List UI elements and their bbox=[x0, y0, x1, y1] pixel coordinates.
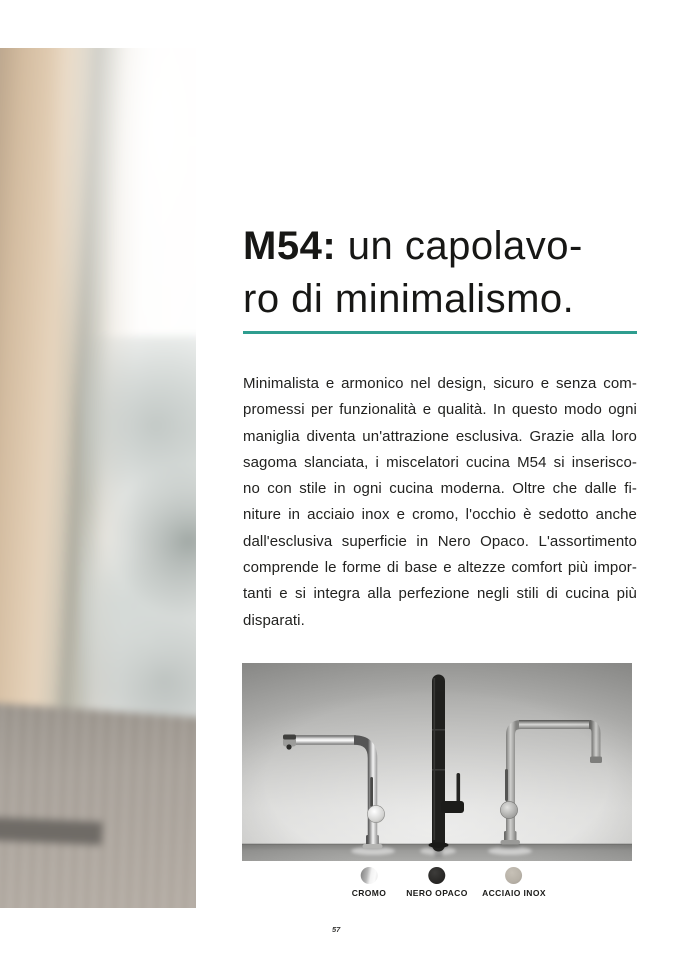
photo-countertop bbox=[0, 696, 196, 908]
swatch-acciaio-inox bbox=[482, 867, 546, 898]
body-text-line: tanti e si integra alla perfezione negli stili di cucina più bbox=[243, 585, 637, 603]
accent-rule bbox=[243, 331, 637, 334]
swatch-cromo-circle bbox=[361, 867, 378, 884]
page-title-line2: ro di minimalismo. bbox=[243, 277, 575, 321]
swatch-nero-opaco-label: NERO OPACO bbox=[406, 888, 468, 898]
body-text-line: Minimalista e armonico nel design, sicuro e senza com- bbox=[243, 375, 637, 392]
kitchen-ambience-photo bbox=[0, 48, 196, 908]
faucet-product-image bbox=[242, 663, 632, 861]
photo-countertop-texture bbox=[0, 696, 196, 908]
page-title-line1: M54: un capolavo- bbox=[243, 224, 583, 268]
swatch-nero-opaco bbox=[406, 867, 467, 898]
body-text-line: sagoma slanciata, i miscelatori cucina M54 si inserisco- bbox=[243, 453, 637, 471]
product-name: M54: bbox=[243, 224, 337, 268]
swatch-acciaio-inox-circle bbox=[506, 867, 523, 884]
page-title bbox=[243, 220, 643, 326]
photo-counter-edge-shadow bbox=[0, 817, 103, 845]
body-text bbox=[243, 371, 637, 634]
body-text-line: no con stile in ogni cucina moderna. Oltre che dalle fi- bbox=[243, 480, 637, 498]
photo-foliage bbox=[80, 336, 196, 744]
swatch-cromo bbox=[352, 867, 387, 898]
page-number: 57 bbox=[332, 925, 341, 934]
body-text-line: promessi per funzionalità e qualità. In questo modo ogni bbox=[243, 401, 637, 419]
swatch-acciaio-inox-label: ACCIAIO INOX bbox=[482, 888, 546, 898]
body-text-line: dall'esclusiva superficie in Nero Opaco. L'assortimento bbox=[243, 532, 637, 550]
body-text-line: maniglia diventa un'attrazione esclusiva. Grazie alla loro bbox=[243, 427, 637, 445]
swatch-cromo-label: CROMO bbox=[351, 888, 387, 898]
body-text-line: disparati. bbox=[243, 611, 305, 629]
body-text-line: comprende le forme di base e altezze comfort più impor- bbox=[243, 559, 637, 577]
swatch-nero-opaco-circle bbox=[429, 867, 446, 884]
body-text-line: niture in acciaio inox e cromo, l'occhio è sedotto anche bbox=[243, 506, 637, 524]
photo-blur-layer bbox=[0, 48, 196, 908]
